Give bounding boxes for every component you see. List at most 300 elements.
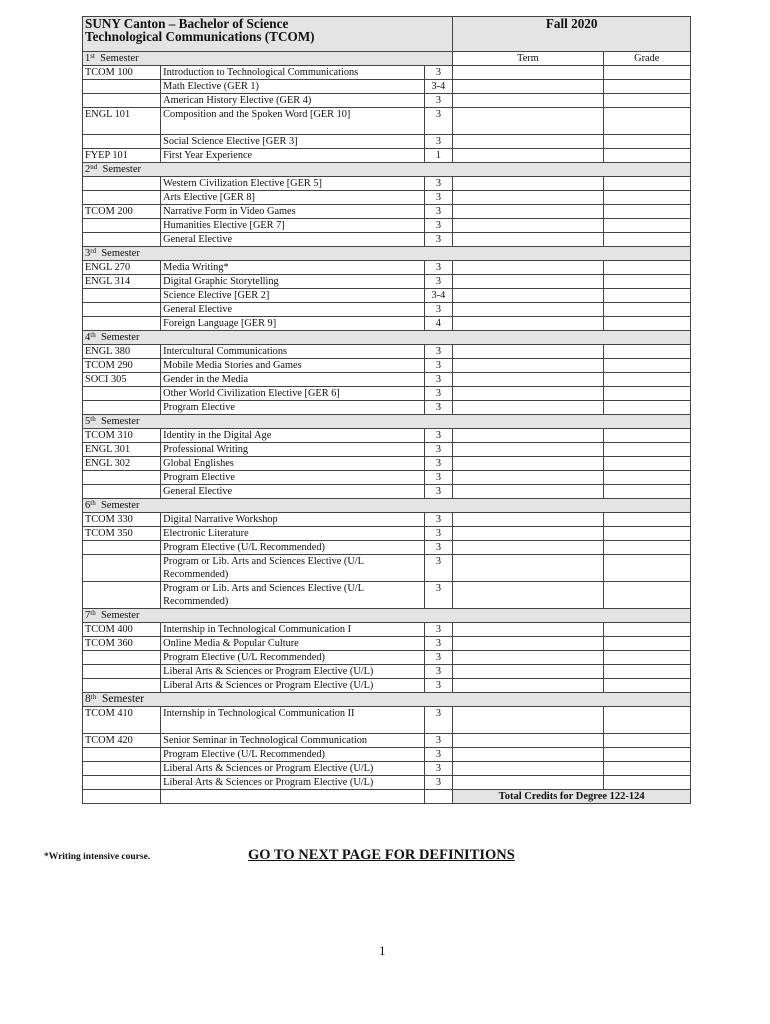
- course-row: [83, 623, 691, 637]
- course-row: [83, 205, 691, 219]
- course-title: Identity in the Digital Age: [161, 429, 424, 443]
- grade-column-header: Grade: [603, 52, 690, 66]
- course-code: [83, 177, 161, 191]
- grade-cell[interactable]: [603, 177, 690, 191]
- grade-cell[interactable]: [603, 261, 690, 275]
- course-row: [83, 776, 691, 790]
- course-code: [83, 651, 161, 665]
- course-credits: 3: [424, 233, 453, 247]
- grade-cell[interactable]: [603, 665, 690, 679]
- course-row: [83, 191, 691, 205]
- semester-number: 2: [85, 164, 91, 175]
- grade-cell[interactable]: [603, 233, 690, 247]
- course-title: Program or Lib. Arts and Sciences Elective (U/L Recommended): [161, 582, 424, 609]
- course-row: [83, 359, 691, 373]
- course-code: TCOM 410: [83, 707, 161, 734]
- term-cell[interactable]: [453, 401, 603, 415]
- course-credits: 3: [424, 748, 453, 762]
- semester-word: Semester: [100, 610, 140, 621]
- grade-cell[interactable]: [603, 637, 690, 651]
- course-row: [83, 261, 691, 275]
- semester-number: 4: [85, 332, 91, 343]
- term-cell[interactable]: [453, 317, 603, 331]
- semester-label: [83, 693, 691, 707]
- course-title: Arts Elective [GER 8]: [161, 191, 424, 205]
- course-code: ENGL 314: [83, 275, 161, 289]
- course-title: Digital Graphic Storytelling: [161, 275, 424, 289]
- term-cell[interactable]: [453, 373, 603, 387]
- grade-cell[interactable]: [603, 651, 690, 665]
- term-cell[interactable]: [453, 135, 603, 149]
- term-cell[interactable]: [453, 233, 603, 247]
- semester-number: 7: [85, 610, 91, 621]
- term-cell[interactable]: [453, 429, 603, 443]
- semester-header-row: [83, 52, 691, 66]
- writing-intensive-footnote: *Writing intensive course.: [44, 852, 151, 862]
- course-credits: 3: [424, 485, 453, 499]
- course-credits: 3: [424, 679, 453, 693]
- semester-word: Semester: [100, 416, 140, 427]
- term-cell[interactable]: [453, 443, 603, 457]
- grade-cell[interactable]: [603, 776, 690, 790]
- grade-cell[interactable]: [603, 94, 690, 108]
- course-code: [83, 748, 161, 762]
- course-title: Foreign Language [GER 9]: [161, 317, 424, 331]
- grade-cell[interactable]: [603, 762, 690, 776]
- course-code: [83, 387, 161, 401]
- grade-cell[interactable]: [603, 623, 690, 637]
- semester-word: Semester: [101, 248, 140, 259]
- course-code: [83, 582, 161, 609]
- course-code: [83, 555, 161, 582]
- course-credits: 3: [424, 303, 453, 317]
- course-credits: 3: [424, 359, 453, 373]
- semester-number: 6: [85, 500, 91, 511]
- course-credits: 3: [424, 205, 453, 219]
- grade-cell[interactable]: [603, 429, 690, 443]
- program-sheet-table: [82, 16, 691, 804]
- course-title: Narrative Form in Video Games: [161, 205, 424, 219]
- course-row: [83, 734, 691, 748]
- grade-cell[interactable]: [603, 513, 690, 527]
- grade-cell[interactable]: [603, 679, 690, 693]
- course-row: [83, 637, 691, 651]
- course-row: [83, 555, 691, 582]
- semester-number: 3: [85, 248, 91, 259]
- course-code: [83, 289, 161, 303]
- semester-header-row: [83, 163, 691, 177]
- semester-number: 8: [85, 693, 91, 705]
- course-title: Math Elective (GER 1): [161, 80, 424, 94]
- semester-ordinal-suffix: th: [90, 693, 97, 701]
- term-cell[interactable]: [453, 513, 603, 527]
- course-credits: 3: [424, 443, 453, 457]
- term-cell[interactable]: [453, 457, 603, 471]
- term-cell[interactable]: [453, 651, 603, 665]
- term-cell[interactable]: [453, 762, 603, 776]
- course-code: [83, 317, 161, 331]
- course-row: [83, 233, 691, 247]
- semester-label: [83, 415, 691, 429]
- course-credits: 4: [424, 317, 453, 331]
- term-cell[interactable]: [453, 734, 603, 748]
- total-credits: Total Credits for Degree 122-124: [453, 790, 691, 804]
- course-title: Liberal Arts & Sciences or Program Elective (U/L): [161, 665, 424, 679]
- course-credits: 3: [424, 527, 453, 541]
- course-title: Mobile Media Stories and Games: [161, 359, 424, 373]
- semester-ordinal-suffix: th: [90, 609, 96, 617]
- course-title: Program or Lib. Arts and Sciences Elective (U/L Recommended): [161, 555, 424, 582]
- grade-cell[interactable]: [603, 443, 690, 457]
- course-title: Media Writing*: [161, 261, 424, 275]
- course-title: Introduction to Technological Communications: [161, 66, 424, 80]
- semester-rows: [83, 52, 691, 790]
- course-row: [83, 401, 691, 415]
- course-row: [83, 485, 691, 499]
- term-cell[interactable]: [453, 485, 603, 499]
- course-row: [83, 177, 691, 191]
- course-row: [83, 471, 691, 485]
- course-row: [83, 80, 691, 94]
- course-credits: 3: [424, 177, 453, 191]
- course-credits: 3: [424, 457, 453, 471]
- term-cell[interactable]: [453, 471, 603, 485]
- semester-label: [83, 247, 691, 261]
- course-code: ENGL 270: [83, 261, 161, 275]
- course-credits: 3: [424, 637, 453, 651]
- course-credits: 3: [424, 219, 453, 233]
- term-cell[interactable]: [453, 707, 603, 734]
- course-credits: 1: [424, 149, 453, 163]
- semester-ordinal-suffix: th: [90, 499, 96, 507]
- page-number: 1: [379, 943, 386, 958]
- course-title: Program Elective (U/L Recommended): [161, 541, 424, 555]
- course-title: Global Englishes: [161, 457, 424, 471]
- grade-cell[interactable]: [603, 527, 690, 541]
- course-credits: 3-4: [424, 289, 453, 303]
- semester-label: [83, 499, 691, 513]
- course-row: [83, 373, 691, 387]
- course-code: TCOM 420: [83, 734, 161, 748]
- term-cell[interactable]: [453, 66, 603, 80]
- semester-number: 1: [85, 53, 91, 64]
- semester-header-row: [83, 609, 691, 623]
- term-cell[interactable]: [453, 289, 603, 303]
- course-code: [83, 219, 161, 233]
- semester-ordinal-suffix: nd: [90, 163, 98, 171]
- grade-cell[interactable]: [603, 345, 690, 359]
- course-credits: 3: [424, 734, 453, 748]
- title-row: [83, 17, 691, 52]
- course-row: [83, 707, 691, 734]
- term-cell[interactable]: [453, 149, 603, 163]
- course-code: SOCI 305: [83, 373, 161, 387]
- semester-word: Semester: [100, 332, 140, 343]
- term-cell[interactable]: [453, 541, 603, 555]
- course-code: TCOM 200: [83, 205, 161, 219]
- course-title: Program Elective (U/L Recommended): [161, 748, 424, 762]
- course-credits: 3: [424, 261, 453, 275]
- term-cell[interactable]: [453, 623, 603, 637]
- course-title: Digital Narrative Workshop: [161, 513, 424, 527]
- grade-cell[interactable]: [603, 135, 690, 149]
- course-code: TCOM 290: [83, 359, 161, 373]
- course-row: [83, 289, 691, 303]
- semester-word: Semester: [100, 53, 139, 64]
- grade-cell[interactable]: [603, 191, 690, 205]
- term-cell[interactable]: [453, 177, 603, 191]
- course-credits: 3: [424, 373, 453, 387]
- course-title: Intercultural Communications: [161, 345, 424, 359]
- course-code: ENGL 380: [83, 345, 161, 359]
- course-title: Humanities Elective [GER 7]: [161, 219, 424, 233]
- grade-cell[interactable]: [603, 205, 690, 219]
- course-code: [83, 679, 161, 693]
- course-credits: 3: [424, 345, 453, 359]
- course-credits: 3: [424, 429, 453, 443]
- program-title-line2: Technological Communications (TCOM): [85, 29, 315, 44]
- course-code: [83, 776, 161, 790]
- course-code: [83, 485, 161, 499]
- course-title: Internship in Technological Communication I: [161, 623, 424, 637]
- semester-header-row: [83, 247, 691, 261]
- term-cell[interactable]: [453, 555, 603, 582]
- course-credits: 3-4: [424, 80, 453, 94]
- term-cell[interactable]: [453, 303, 603, 317]
- grade-cell[interactable]: [603, 541, 690, 555]
- semester-ordinal-suffix: st: [90, 52, 95, 60]
- grade-cell[interactable]: [603, 289, 690, 303]
- grade-cell[interactable]: [603, 66, 690, 80]
- course-code: [83, 191, 161, 205]
- grade-cell[interactable]: [603, 555, 690, 582]
- term-column-header: Term: [453, 52, 603, 66]
- course-code: TCOM 100: [83, 66, 161, 80]
- term-cell[interactable]: [453, 359, 603, 373]
- course-code: TCOM 350: [83, 527, 161, 541]
- term-cell[interactable]: [453, 191, 603, 205]
- course-title: Other World Civilization Elective [GER 6]: [161, 387, 424, 401]
- course-credits: 3: [424, 275, 453, 289]
- course-title: Program Elective: [161, 401, 424, 415]
- grade-cell[interactable]: [603, 80, 690, 94]
- course-title: Liberal Arts & Sciences or Program Elective (U/L): [161, 679, 424, 693]
- semester-label: [83, 331, 691, 345]
- course-code: ENGL 101: [83, 108, 161, 135]
- course-row: [83, 135, 691, 149]
- course-code: ENGL 301: [83, 443, 161, 457]
- next-page-notice: GO TO NEXT PAGE FOR DEFINITIONS: [248, 847, 515, 863]
- course-row: [83, 66, 691, 80]
- course-row: [83, 527, 691, 541]
- total-row: [83, 790, 691, 804]
- course-credits: 3: [424, 776, 453, 790]
- course-row: [83, 94, 691, 108]
- course-title: General Elective: [161, 233, 424, 247]
- course-code: [83, 665, 161, 679]
- course-row: [83, 108, 691, 135]
- course-title: Liberal Arts & Sciences or Program Elective (U/L): [161, 762, 424, 776]
- term-cell[interactable]: [453, 527, 603, 541]
- course-credits: 3: [424, 665, 453, 679]
- course-code: TCOM 310: [83, 429, 161, 443]
- course-credits: 3: [424, 513, 453, 527]
- course-title: Composition and the Spoken Word [GER 10]: [161, 108, 424, 135]
- grade-cell[interactable]: [603, 317, 690, 331]
- semester-ordinal-suffix: th: [90, 415, 96, 423]
- term-cell[interactable]: [453, 665, 603, 679]
- grade-cell[interactable]: [603, 457, 690, 471]
- course-title: Internship in Technological Communication II: [161, 707, 424, 734]
- grade-cell[interactable]: [603, 748, 690, 762]
- course-credits: 3: [424, 651, 453, 665]
- grade-cell[interactable]: [603, 734, 690, 748]
- course-row: [83, 317, 691, 331]
- course-credits: 3: [424, 555, 453, 582]
- program-title-line1: SUNY Canton – Bachelor of Science: [85, 16, 289, 31]
- grade-cell[interactable]: [603, 149, 690, 163]
- course-row: [83, 762, 691, 776]
- course-row: [83, 387, 691, 401]
- grade-cell[interactable]: [603, 303, 690, 317]
- grade-cell[interactable]: [603, 471, 690, 485]
- course-row: [83, 513, 691, 527]
- semester-word: Semester: [101, 693, 145, 705]
- course-credits: 3: [424, 66, 453, 80]
- course-credits: 3: [424, 387, 453, 401]
- course-title: Program Elective: [161, 471, 424, 485]
- course-title: Liberal Arts & Sciences or Program Elective (U/L): [161, 776, 424, 790]
- course-row: [83, 748, 691, 762]
- term-cell[interactable]: [453, 219, 603, 233]
- term-cell[interactable]: [453, 582, 603, 609]
- semester-header-row: [83, 331, 691, 345]
- course-title: Professional Writing: [161, 443, 424, 457]
- course-code: [83, 233, 161, 247]
- course-code: [83, 762, 161, 776]
- term-title: Fall 2020: [453, 17, 691, 52]
- course-code: TCOM 400: [83, 623, 161, 637]
- course-credits: 3: [424, 401, 453, 415]
- term-cell[interactable]: [453, 205, 603, 219]
- grade-cell[interactable]: [603, 359, 690, 373]
- course-row: [83, 303, 691, 317]
- course-code: TCOM 330: [83, 513, 161, 527]
- course-row: [83, 582, 691, 609]
- course-credits: 3: [424, 582, 453, 609]
- course-title: General Elective: [161, 485, 424, 499]
- grade-cell[interactable]: [603, 275, 690, 289]
- term-cell[interactable]: [453, 275, 603, 289]
- course-row: [83, 651, 691, 665]
- course-row: [83, 345, 691, 359]
- grade-cell[interactable]: [603, 219, 690, 233]
- course-row: [83, 665, 691, 679]
- semester-header-row: [83, 415, 691, 429]
- term-cell[interactable]: [453, 679, 603, 693]
- course-code: [83, 135, 161, 149]
- grade-cell[interactable]: [603, 401, 690, 415]
- course-row: [83, 219, 691, 233]
- grade-cell[interactable]: [603, 485, 690, 499]
- course-title: Online Media & Popular Culture: [161, 637, 424, 651]
- course-row: [83, 679, 691, 693]
- course-row: [83, 541, 691, 555]
- course-credits: 3: [424, 623, 453, 637]
- semester-ordinal-suffix: th: [90, 331, 96, 339]
- course-code: [83, 94, 161, 108]
- course-title: Social Science Elective [GER 3]: [161, 135, 424, 149]
- course-code: ENGL 302: [83, 457, 161, 471]
- course-title: Science Elective [GER 2]: [161, 289, 424, 303]
- course-row: [83, 457, 691, 471]
- course-credits: 3: [424, 191, 453, 205]
- semester-header-row: [83, 499, 691, 513]
- course-code: [83, 471, 161, 485]
- semester-label: [83, 163, 691, 177]
- course-code: [83, 541, 161, 555]
- term-cell[interactable]: [453, 387, 603, 401]
- grade-cell[interactable]: [603, 707, 690, 734]
- course-title: Gender in the Media: [161, 373, 424, 387]
- grade-cell[interactable]: [603, 582, 690, 609]
- term-cell[interactable]: [453, 637, 603, 651]
- term-cell[interactable]: [453, 748, 603, 762]
- semester-header-row: [83, 693, 691, 707]
- term-cell[interactable]: [453, 261, 603, 275]
- course-row: [83, 149, 691, 163]
- course-code: [83, 401, 161, 415]
- program-title: [83, 17, 453, 52]
- term-cell[interactable]: [453, 776, 603, 790]
- term-cell[interactable]: [453, 94, 603, 108]
- term-cell[interactable]: [453, 108, 603, 135]
- course-credits: 3: [424, 94, 453, 108]
- grade-cell[interactable]: [603, 387, 690, 401]
- course-title: General Elective: [161, 303, 424, 317]
- grade-cell[interactable]: [603, 373, 690, 387]
- semester-word: Semester: [100, 500, 140, 511]
- course-row: [83, 429, 691, 443]
- course-title: First Year Experience: [161, 149, 424, 163]
- course-title: Western Civilization Elective [GER 5]: [161, 177, 424, 191]
- course-code: [83, 303, 161, 317]
- semester-number: 5: [85, 416, 91, 427]
- course-title: Senior Seminar in Technological Communication: [161, 734, 424, 748]
- semester-label: [83, 609, 691, 623]
- course-credits: 3: [424, 471, 453, 485]
- grade-cell[interactable]: [603, 108, 690, 135]
- semester-word: Semester: [102, 164, 141, 175]
- course-credits: 3: [424, 135, 453, 149]
- semester-label: [83, 52, 453, 66]
- semester-ordinal-suffix: rd: [90, 247, 97, 255]
- course-title: Program Elective (U/L Recommended): [161, 651, 424, 665]
- term-cell[interactable]: [453, 345, 603, 359]
- course-row: [83, 275, 691, 289]
- course-code: [83, 80, 161, 94]
- course-credits: 3: [424, 707, 453, 734]
- course-credits: 3: [424, 762, 453, 776]
- course-title: Electronic Literature: [161, 527, 424, 541]
- term-cell[interactable]: [453, 80, 603, 94]
- course-title: American History Elective (GER 4): [161, 94, 424, 108]
- course-code: FYEP 101: [83, 149, 161, 163]
- course-code: TCOM 360: [83, 637, 161, 651]
- course-row: [83, 443, 691, 457]
- course-credits: 3: [424, 541, 453, 555]
- course-credits: 3: [424, 108, 453, 135]
